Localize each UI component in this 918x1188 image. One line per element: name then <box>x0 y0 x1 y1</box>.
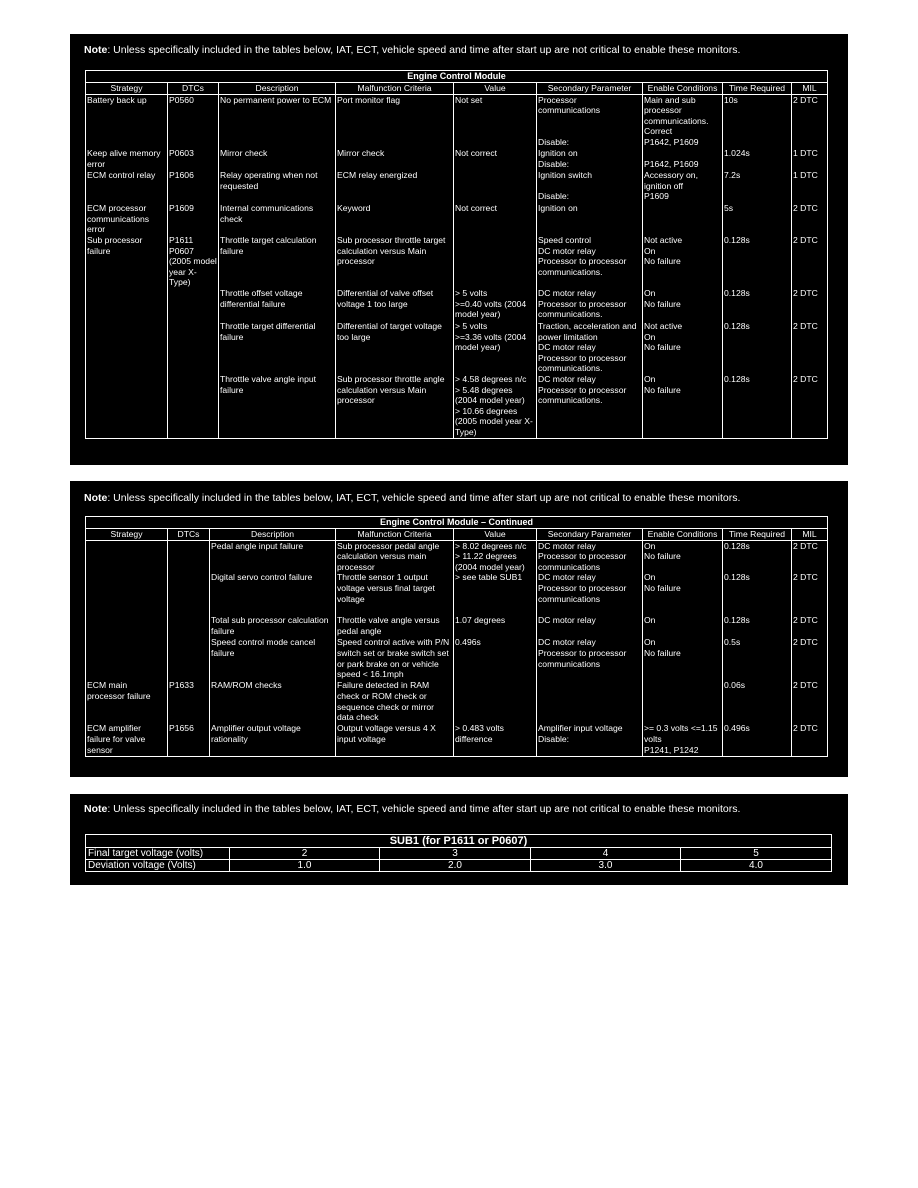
table-row <box>86 723 828 756</box>
cell-mil: 2 DTC <box>792 203 828 235</box>
cell-secondary: Amplifier input voltage Disable: <box>537 723 643 756</box>
table-title: Engine Control Module – Continued <box>86 517 828 529</box>
cell-description: Pedal angle input failure <box>210 540 336 572</box>
header-row <box>86 529 828 541</box>
table-row <box>86 148 828 170</box>
note-label: Note <box>84 492 108 504</box>
cell-secondary: Ignition switch Disable: <box>537 170 643 203</box>
panel-engine-control-module-continued <box>70 481 848 777</box>
header-mil: MIL <box>792 83 828 95</box>
cell-mil: 1 DTC <box>792 170 828 203</box>
header-strategy: Strategy <box>86 83 168 95</box>
cell-strategy <box>86 540 168 572</box>
cell-description: Digital servo control failure <box>210 572 336 615</box>
cell-description: Relay operating when not requested <box>219 170 336 203</box>
cell-dtcs <box>168 321 219 374</box>
cell-malfunction: Output voltage versus 4 X input voltage <box>336 723 454 756</box>
cell-enable: >= 0.3 volts <=1.15 volts P1241, P1242 <box>643 723 723 756</box>
cell-strategy: Battery back up <box>86 94 168 148</box>
cell-description: Throttle target calculation failure <box>219 235 336 288</box>
cell-malfunction: Speed control active with P/N switch set or brake switch set or park brake on or vehicle speed < 16.1mph <box>336 637 454 680</box>
cell-enable: Accessory on, ignition off P1609 <box>643 170 723 203</box>
cell-description: Amplifier output voltage rationality <box>210 723 336 756</box>
table-row <box>86 203 828 235</box>
cell-strategy <box>86 321 168 374</box>
cell-enable <box>643 680 723 723</box>
header-dtcs: DTCs <box>168 83 219 95</box>
cell-malfunction: Differential of target voltage too large <box>336 321 454 374</box>
cell-secondary: DC motor relay Processor to processor communications. <box>537 374 643 438</box>
sub1-value: 3 <box>380 848 531 860</box>
cell-enable: On No failure <box>643 572 723 615</box>
cell-description: Mirror check <box>219 148 336 170</box>
cell-malfunction: Throttle sensor 1 output voltage versus final target voltage <box>336 572 454 615</box>
note-label: Note <box>84 44 108 56</box>
cell-time: 0.496s <box>723 723 792 756</box>
cell-description: No permanent power to ECM <box>219 94 336 148</box>
sub1-value: 4.0 <box>681 860 832 872</box>
cell-description: Throttle offset voltage differential failure <box>219 288 336 321</box>
cell-mil: 2 DTC <box>792 540 828 572</box>
note <box>84 492 740 504</box>
note-text: : Unless specifically included in the tables below, IAT, ECT, vehicle speed and time after start up are not critical to enable these monitors. <box>107 803 741 815</box>
table-row <box>86 572 828 615</box>
cell-value: 0.496s <box>454 637 537 680</box>
cell-dtcs: P0560 <box>168 94 219 148</box>
cell-strategy <box>86 615 168 637</box>
cell-value <box>454 170 537 203</box>
panel-sub1 <box>70 794 848 885</box>
table-title: Engine Control Module <box>86 71 828 83</box>
cell-mil: 2 DTC <box>792 572 828 615</box>
cell-value: Not correct <box>454 148 537 170</box>
note-text: : Unless specifically included in the tables below, IAT, ECT, vehicle speed and time after start up are not critical to enable these monitors. <box>107 44 741 56</box>
cell-dtcs <box>168 637 210 680</box>
header-malfunction: Malfunction Criteria <box>336 529 454 541</box>
cell-time: 0.128s <box>723 321 792 374</box>
cell-mil: 2 DTC <box>792 680 828 723</box>
sub1-value: 1.0 <box>230 860 380 872</box>
cell-description: Internal communications check <box>219 203 336 235</box>
cell-strategy: ECM amplifier failure for valve sensor <box>86 723 168 756</box>
cell-strategy: ECM control relay <box>86 170 168 203</box>
cell-malfunction: Sub processor pedal angle calculation versus main processor <box>336 540 454 572</box>
cell-time: 0.128s <box>723 615 792 637</box>
cell-value: Not correct <box>454 203 537 235</box>
cell-dtcs <box>168 540 210 572</box>
cell-enable: Not active On No failure <box>643 235 723 288</box>
cell-secondary: DC motor relay <box>537 615 643 637</box>
cell-mil: 1 DTC <box>792 148 828 170</box>
cell-mil: 2 DTC <box>792 321 828 374</box>
cell-enable: On No failure <box>643 288 723 321</box>
cell-secondary: DC motor relay Processor to processor communications <box>537 637 643 680</box>
cell-dtcs <box>168 615 210 637</box>
cell-time: 5s <box>723 203 792 235</box>
cell-strategy: ECM main processor failure <box>86 680 168 723</box>
cell-time: 0.128s <box>723 235 792 288</box>
cell-description: Throttle valve angle input failure <box>219 374 336 438</box>
sub1-row <box>86 848 832 860</box>
cell-enable: On No failure <box>643 374 723 438</box>
cell-description: Throttle target differential failure <box>219 321 336 374</box>
cell-strategy <box>86 637 168 680</box>
header-time: Time Required <box>723 529 792 541</box>
sub1-row <box>86 860 832 872</box>
header-secondary: Secondary Parameter <box>537 83 643 95</box>
sub1-value: 2 <box>230 848 380 860</box>
table-row <box>86 637 828 680</box>
cell-enable: On <box>643 615 723 637</box>
cell-dtcs: P1606 <box>168 170 219 203</box>
cell-mil: 2 DTC <box>792 288 828 321</box>
sub1-value: 5 <box>681 848 832 860</box>
cell-secondary: Processor communications Disable: <box>537 94 643 148</box>
cell-enable: On No failure <box>643 540 723 572</box>
cell-mil: 2 DTC <box>792 723 828 756</box>
header-description: Description <box>210 529 336 541</box>
cell-enable: P1642, P1609 <box>643 148 723 170</box>
cell-time: 7.2s <box>723 170 792 203</box>
table-row <box>86 288 828 321</box>
cell-dtcs <box>168 572 210 615</box>
sub1-value: 3.0 <box>531 860 681 872</box>
cell-description: Speed control mode cancel failure <box>210 637 336 680</box>
cell-malfunction: Failure detected in RAM check or ROM check or sequence check or mirror data check <box>336 680 454 723</box>
cell-strategy: ECM processor communications error <box>86 203 168 235</box>
cell-secondary <box>537 680 643 723</box>
cell-enable <box>643 203 723 235</box>
header-description: Description <box>219 83 336 95</box>
cell-dtcs: P1611 P0607 (2005 model year X-Type) <box>169 235 217 288</box>
header-mil: MIL <box>792 529 828 541</box>
cell-secondary: Speed control DC motor relay Processor to processor communications. <box>537 235 643 288</box>
cell-secondary: Traction, acceleration and power limitation DC motor relay Processor to processor communications. <box>537 321 643 374</box>
ecm-table <box>85 70 828 439</box>
cell-enable: Not active On No failure <box>643 321 723 374</box>
cell-secondary: DC motor relay Processor to processor communications <box>537 572 643 615</box>
cell-value: > 5 volts >=3.36 volts (2004 model year) <box>454 321 537 374</box>
cell-mil: 2 DTC <box>792 637 828 680</box>
header-dtcs: DTCs <box>168 529 210 541</box>
cell-time: 0.128s <box>723 572 792 615</box>
cell-value: > 5 volts >=0.40 volts (2004 model year) <box>454 288 537 321</box>
note <box>84 803 740 815</box>
cell-mil: 2 DTC <box>792 615 828 637</box>
cell-value <box>454 680 537 723</box>
cell-dtcs: P1656 <box>168 723 210 756</box>
note-label: Note <box>84 803 108 815</box>
cell-mil: 2 DTC <box>792 235 828 288</box>
cell-time: 0.128s <box>723 374 792 438</box>
sub1-value: 4 <box>531 848 681 860</box>
note <box>84 44 740 56</box>
header-strategy: Strategy <box>86 529 168 541</box>
table-row <box>86 235 828 288</box>
sub1-title: SUB1 (for P1611 or P0607) <box>86 835 832 848</box>
cell-malfunction: Port monitor flag <box>336 94 454 148</box>
cell-value: > 0.483 volts difference <box>454 723 537 756</box>
cell-secondary: DC motor relay Processor to processor communications. <box>537 288 643 321</box>
cell-value: > see table SUB1 <box>454 572 537 615</box>
cell-description: Total sub processor calculation failure <box>210 615 336 637</box>
cell-secondary: Ignition on <box>537 203 643 235</box>
cell-strategy <box>86 572 168 615</box>
cell-malfunction: Throttle valve angle versus pedal angle <box>336 615 454 637</box>
note-text: : Unless specifically included in the tables below, IAT, ECT, vehicle speed and time after start up are not critical to enable these monitors. <box>107 492 741 504</box>
cell-malfunction: ECM relay energized <box>336 170 454 203</box>
cell-enable: On No failure <box>643 637 723 680</box>
cell-malfunction: Sub processor throttle target calculation versus Main processor <box>336 235 454 288</box>
cell-time: 0.06s <box>723 680 792 723</box>
table-row <box>86 374 828 438</box>
cell-dtcs: P1609 <box>168 203 219 235</box>
sub1-value: 2.0 <box>380 860 531 872</box>
table-row <box>86 615 828 637</box>
table-row <box>86 540 828 572</box>
header-value: Value <box>454 529 537 541</box>
cell-time: 1.024s <box>723 148 792 170</box>
header-row <box>86 83 828 95</box>
cell-value: > 4.58 degrees n/c > 5.48 degrees (2004 model year) > 10.66 degrees (2005 model year X-Type) <box>454 374 537 438</box>
cell-mil: 2 DTC <box>792 94 828 148</box>
cell-malfunction: Sub processor throttle angle calculation versus Main processor <box>336 374 454 438</box>
cell-value <box>454 235 537 288</box>
ecm-continued-table <box>85 516 828 757</box>
header-enable: Enable Conditions <box>643 529 723 541</box>
cell-strategy <box>86 288 168 321</box>
header-secondary: Secondary Parameter <box>537 529 643 541</box>
cell-time: 0.128s <box>723 288 792 321</box>
table-row <box>86 680 828 723</box>
cell-dtcs: P1633 <box>168 680 210 723</box>
sub1-table <box>85 834 832 872</box>
cell-malfunction: Differential of valve offset voltage 1 too large <box>336 288 454 321</box>
cell-dtcs <box>168 288 219 321</box>
cell-value: Not set <box>454 94 537 148</box>
sub1-row-label: Deviation voltage (Volts) <box>86 860 230 872</box>
table-row <box>86 321 828 374</box>
header-malfunction: Malfunction Criteria <box>336 83 454 95</box>
cell-time: 0.128s <box>723 540 792 572</box>
cell-mil: 2 DTC <box>792 374 828 438</box>
table-row <box>86 170 828 203</box>
cell-malfunction: Mirror check <box>336 148 454 170</box>
cell-malfunction: Keyword <box>336 203 454 235</box>
cell-enable: Main and sub processor communications. Correct P1642, P1609 <box>643 94 723 148</box>
cell-value: > 8.02 degrees n/c > 11.22 degrees (2004 model year) <box>454 540 537 572</box>
header-time: Time Required <box>723 83 792 95</box>
header-enable: Enable Conditions <box>643 83 723 95</box>
cell-strategy <box>86 374 168 438</box>
cell-strategy: Keep alive memory error <box>86 148 168 170</box>
panel-engine-control-module <box>70 34 848 465</box>
cell-dtcs: P0603 <box>168 148 219 170</box>
sub1-row-label: Final target voltage (volts) <box>86 848 230 860</box>
cell-secondary: DC motor relay Processor to processor communications <box>537 540 643 572</box>
cell-description: RAM/ROM checks <box>210 680 336 723</box>
cell-time: 0.5s <box>723 637 792 680</box>
cell-secondary: Ignition on Disable: <box>537 148 643 170</box>
cell-dtcs <box>168 374 219 438</box>
header-value: Value <box>454 83 537 95</box>
cell-time: 10s <box>723 94 792 148</box>
cell-strategy: Sub processor failure <box>86 235 168 288</box>
cell-value: 1.07 degrees <box>454 615 537 637</box>
table-row <box>86 94 828 148</box>
